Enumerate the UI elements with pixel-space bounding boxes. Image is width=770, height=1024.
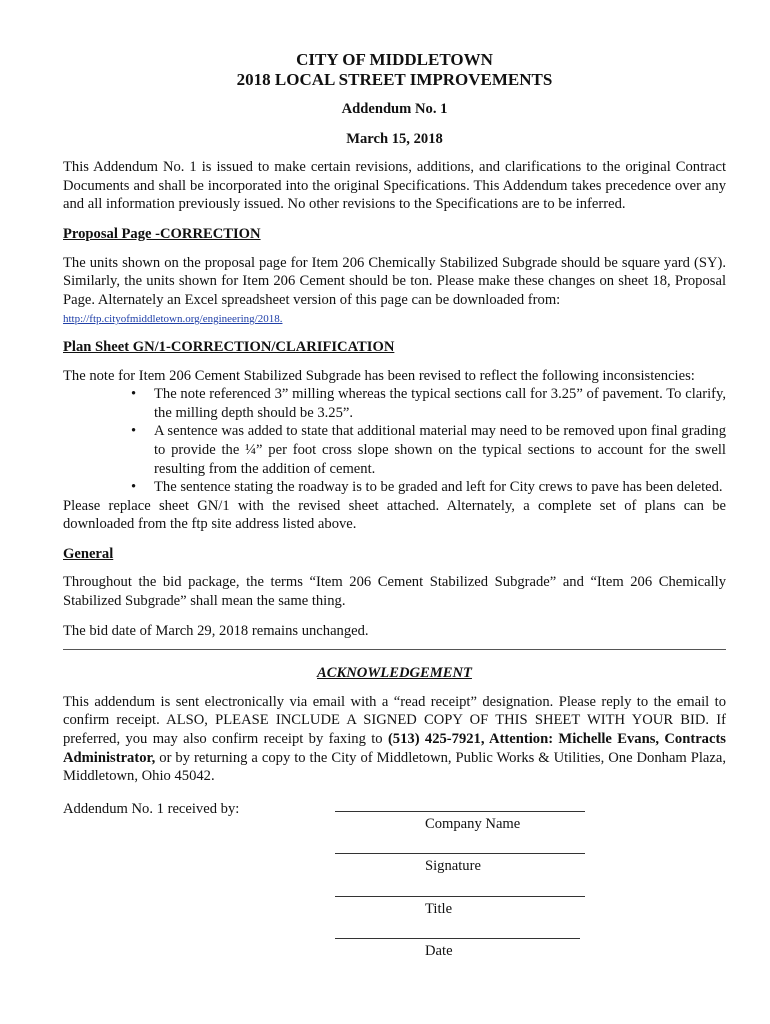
plan-sheet-heading: Plan Sheet GN/1-CORRECTION/CLARIFICATION [63,338,395,355]
bullet-icon: • [131,479,137,496]
received-by-label: Addendum No. 1 received by: [63,800,240,817]
title-field[interactable] [63,896,726,939]
ftp-link[interactable]: http://ftp.cityofmiddletown.org/engineering/2018. [63,313,283,326]
bullet-icon: • [131,423,137,440]
bid-date-paragraph: The bid date of March 29, 2018 remains unchanged. [63,622,369,639]
general-paragraph: Throughout the bid package, the terms “Item 206 Cement Stabilized Subgrade” and “Item 206 Chemically Stabilized Subgrade” shall mean the same thing. [63,574,726,610]
addendum-number: Addendum No. 1 [341,101,448,117]
company-name-field[interactable] [63,811,726,854]
field-label: Signature [425,858,481,875]
intro-paragraph: This Addendum No. 1 is issued to make certain revisions, additions, and clarifications to the original Contract Documents and shall be incorporated into the original Specifications. This Addendum takes precedence over any and all information previously issued. No other revisions to the Specifications are to be inferred. [63,159,726,213]
proposal-paragraph [63,254,726,329]
signature-line [335,853,585,854]
ack-text-b: or by returning a copy to the City of Middletown, Public Works & Utilities, One Donham Plaza, Middletown, Ohio 45042. [63,749,726,785]
field-label: Title [425,900,453,917]
field-label: Company Name [425,815,521,832]
plan-sheet-bullet-list [63,385,726,497]
plan-sheet-intro: The note for Item 206 Cement Stabilized Subgrade has been revised to reflect the following inconsistencies: [63,367,695,384]
bullet-text: The note referenced 3” milling whereas the typical sections call for 3.25” of pavement. To clarify, the milling depth should be 3.25”. [154,386,726,421]
city-title: CITY OF MIDDLETOWN [296,50,493,69]
list-item [131,385,726,422]
addendum-date: March 15, 2018 [346,130,443,147]
proposal-heading: Proposal Page -CORRECTION [63,225,261,242]
list-item [131,478,726,497]
plan-sheet-closing: Please replace sheet GN/1 with the revised sheet attached. Alternately, a complete set of plans can be downloaded from the ftp site address listed above. [63,497,726,533]
bullet-text: The sentence stating the roadway is to be graded and left for City crews to pave has been deleted. [154,479,723,496]
bullet-text: A sentence was added to state that additional material may need to be removed upon final grading to provide the ¼” per foot cross slope shown on the typical sections to account for the swell resulting from the addition of cement. [154,423,726,477]
bullet-icon: • [131,386,137,403]
signature-block [63,800,726,980]
signature-line [335,896,585,897]
date-field[interactable] [63,938,726,981]
addendum-document [63,50,726,980]
field-label: Date [425,943,453,960]
acknowledgement-paragraph [63,693,726,786]
section-divider [63,649,726,650]
ack-contact: (513) 425-7921, Attention: Michelle Evans, Contracts Administrator, [63,731,726,766]
general-heading: General [63,545,114,562]
acknowledgement-heading: ACKNOWLEDGEMENT [317,665,472,682]
proposal-text: The units shown on the proposal page for Item 206 Chemically Stabilized Subgrade should be square yard (SY). Similarly, the units shown for Item 206 Cement should be ton. Please make these changes on sheet 18, Proposal Page. Alternately an Excel spreadsheet version of this page can be downloaded from: [63,254,726,308]
signature-line [335,938,580,939]
ack-text-a: This addendum is sent electronically via email with a “read receipt” designation. Please reply to the email to confirm receipt. ALSO, PLEASE INCLUDE A SIGNED COPY OF THIS SHEET WITH YOUR BID. If preferred, you may also confirm receipt by faxing to [63,693,726,748]
signature-line [335,811,585,812]
list-item [131,422,726,478]
project-title: 2018 LOCAL STREET IMPROVEMENTS [236,70,553,89]
signature-field[interactable] [63,853,726,896]
